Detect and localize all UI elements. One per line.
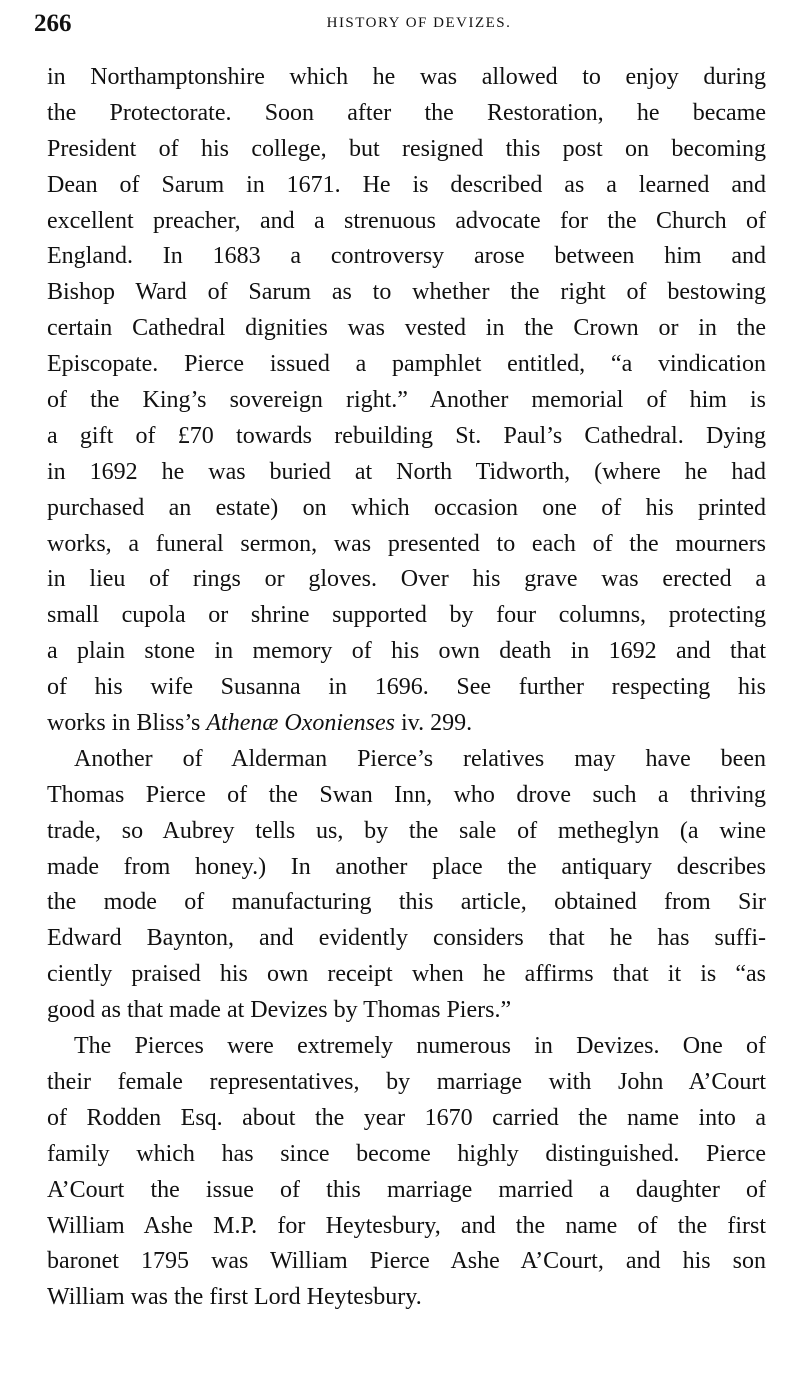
- text-line: trade, so Aubrey tells us, by the sale of metheglyn (a wine: [47, 817, 766, 844]
- text-line: a gift of £70 towards rebuilding St. Paul’s Cathedral. Dying: [47, 422, 766, 449]
- text-line: of the King’s sovereign right.” Another memorial of him is: [47, 387, 766, 414]
- running-header: [34, 10, 764, 40]
- text-line: baronet 1795 was William Pierce Ashe A’Court, and his son: [47, 1248, 766, 1275]
- running-title: HISTORY OF DEVIZES.: [326, 15, 512, 31]
- text-line: Bishop Ward of Sarum as to whether the right of bestowing: [47, 279, 766, 306]
- book-title: Athenæ Oxonienses: [206, 710, 395, 737]
- text-line: England. In 1683 a controversy arose between him and: [47, 243, 766, 270]
- text-line: President of his college, but resigned this post on becoming: [47, 135, 766, 162]
- text-line: Thomas Pierce of the Swan Inn, who drove such a thriving: [47, 781, 766, 808]
- text-line: Dean of Sarum in 1671. He is described as a learned and: [47, 171, 766, 198]
- text-segment: works in Bliss’s: [47, 710, 207, 737]
- text-line: in lieu of rings or gloves. Over his grave was erected a: [47, 566, 766, 593]
- text-line: the mode of manufacturing this article, obtained from Sir: [47, 889, 766, 916]
- text-line: family which has since become highly distinguished. Pierce: [47, 1140, 766, 1167]
- text-line: of his wife Susanna in 1696. See further respecting his: [47, 674, 766, 701]
- text-line: the Protectorate. Soon after the Restoration, he became: [47, 99, 766, 126]
- text-line: made from honey.) In another place the antiquary describes: [47, 853, 766, 880]
- text-line: Edward Baynton, and evidently considers that he has suffi-: [47, 925, 766, 952]
- text-line: The Pierces were extremely numerous in Devizes. One of: [74, 1033, 766, 1060]
- text-line: their female representatives, by marriage with John A’Court: [47, 1068, 766, 1095]
- text-line: in 1692 he was buried at North Tidworth, (where he had: [47, 458, 766, 485]
- text-segment: iv. 299.: [395, 710, 473, 737]
- page-number: 266: [34, 10, 72, 37]
- text-line: William was the first Lord Heytesbury.: [47, 1284, 422, 1311]
- text-line: certain Cathedral dignities was vested in the Crown or in the: [47, 315, 766, 342]
- text-line: of Rodden Esq. about the year 1670 carried the name into a: [47, 1104, 766, 1131]
- text-line: Episcopate. Pierce issued a pamphlet entitled, “a vindication: [47, 351, 766, 378]
- text-line: William Ashe M.P. for Heytesbury, and the name of the first: [47, 1212, 766, 1239]
- text-line: ciently praised his own receipt when he affirms that it is “as: [47, 961, 766, 988]
- text-line: A’Court the issue of this marriage married a daughter of: [47, 1176, 766, 1203]
- text-line: excellent preacher, and a strenuous advocate for the Church of: [47, 207, 766, 234]
- text-line: small cupola or shrine supported by four columns, protecting: [47, 602, 766, 629]
- text-line: purchased an estate) on which occasion one of his printed: [47, 494, 766, 521]
- page-body: [47, 60, 766, 1316]
- text-line: a plain stone in memory of his own death in 1692 and that: [47, 638, 766, 665]
- text-line: good as that made at Devizes by Thomas Piers.”: [47, 997, 512, 1024]
- text-line: [47, 706, 766, 742]
- text-line: Another of Alderman Pierce’s relatives may have been: [74, 745, 766, 772]
- text-line: works, a funeral sermon, was presented to each of the mourners: [47, 530, 766, 557]
- text-line: in Northamptonshire which he was allowed to enjoy during: [47, 64, 766, 90]
